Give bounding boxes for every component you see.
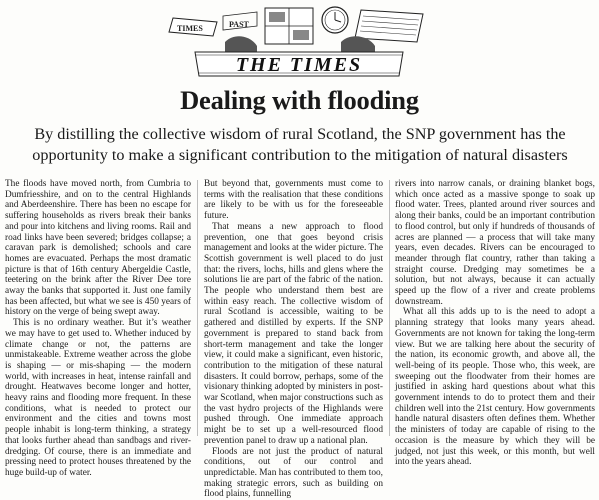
paragraph: The floods have moved north, from Cumbria to Dumfriesshire, and on to the central Highlands and Aberdeenshire. There has been no escape for suffering households as rivers break their banks and pour into kitchens and living rooms. Rail and road links have been severed; bridges collapse; a caravan park is demolished; schools and care homes are evacuated. Perhaps the most dramatic picture is that of 16th century Abergeldie Castle, teetering on the brink after the River Dee tore away the banks that supported it. Just one family has been affected, but what we see is 450 years of history on the verge of being swept away. bbox=[5, 179, 191, 318]
banner-text-right: PAST bbox=[229, 20, 249, 29]
paragraph: Floods are not just the product of natural conditions, out of our control and unpredictable. Man has contributed to them too, making strategic errors, such as building on flood plains, funnelling bbox=[204, 446, 383, 500]
article-standfirst: By distilling the collective wisdom of rural Scotland, the SNP government has the opportunity to make a significant contribution to the mitigation of natural disasters bbox=[32, 125, 568, 164]
column-divider bbox=[389, 180, 390, 436]
paragraph: What all this adds up to is the need to adopt a planning strategy that looks many years ahead. Governments are not known for taking the long-term view. But we are talking here about the security of the nation, its economic growth, and above all, the well-being of its people. Those who, this week, are sweeping out the floodwater from their homes are justified in asking hard questions about what this government intends to do to protect them and their children well into the 21st century. How governments handle natural disasters often defines them. Whether the ministers of today are capable of rising to the occasion is the measure by which they will be judged, not just this week, or this month, but well into the years ahead. bbox=[395, 307, 595, 468]
article-headline: Dealing with flooding bbox=[180, 85, 419, 115]
paragraph: That means a new approach to flood prevention, one that goes beyond crisis management and looks at the wider picture. The Scottish government is well placed to do just that: the rivers, lochs, hills and glens where the solutions lie are part of the fabric of the nation. The people who understand them best are within easy reach. The collective wisdom of rural Scotland is accessible, waiting to be gathered and distilled by experts. If the SNP government is prepared to stand back from short-term management and take the longer view, it could make a significant, even historic, contribution to the mitigation of these natural disasters. It could borrow, perhaps, some of the visionary thinking adopted by ministers in post-war Scotland, when major constructions such as the vast hydro projects of the Highlands were pushed through. One immediate approach might be to set up a well-resourced flood prevention panel to draw up a national plan. bbox=[204, 221, 383, 446]
banner-text-left: TIMES bbox=[177, 24, 203, 33]
masthead-title: THE TIMES bbox=[235, 54, 363, 76]
article-column-1 bbox=[5, 179, 191, 478]
paragraph: This is no ordinary weather. But it’s weather we may have to get used to. Whether induced by climate change or not, the patterns are unmistakeable. Extreme weather across the globe is shaping — or mis-shaping — the modern world, with increases in heat, intense rainfall and drought. Heatwaves become longer and hotter, heavy rains and flooding more frequent. In these conditions, what is needed to protect our environment and the cities and towns most people inhabit is long-term thinking, a strategy that looks further ahead than sandbags and river-dredging. Of course, there is an immediate and pressing need to protect houses threatened by the huge build-up of water. bbox=[5, 318, 191, 478]
masthead bbox=[0, 0, 599, 82]
article-column-2 bbox=[204, 179, 383, 500]
the-times-logo bbox=[165, 2, 433, 80]
article-column-3 bbox=[395, 179, 595, 468]
paragraph: But beyond that, governments must come to terms with the realisation that these conditions are likely to be with us for the foreseeable future. bbox=[204, 179, 383, 222]
paragraph: rivers into narrow canals, or draining blanket bogs, which once acted as a massive sponge to soak up flood water. Trees, planted around river sources and along their banks, could be an important contribution to flood control, but only if hundreds of thousands of acres are planned — a process that will take many years, even decades. Rivers can be encouraged to meander through flat country, rather than taking a straight course. Dredging may sometimes be a solution, but not always, because it can actually speed up the flow of a river and create problems downstream. bbox=[395, 179, 595, 307]
column-divider bbox=[197, 180, 198, 436]
